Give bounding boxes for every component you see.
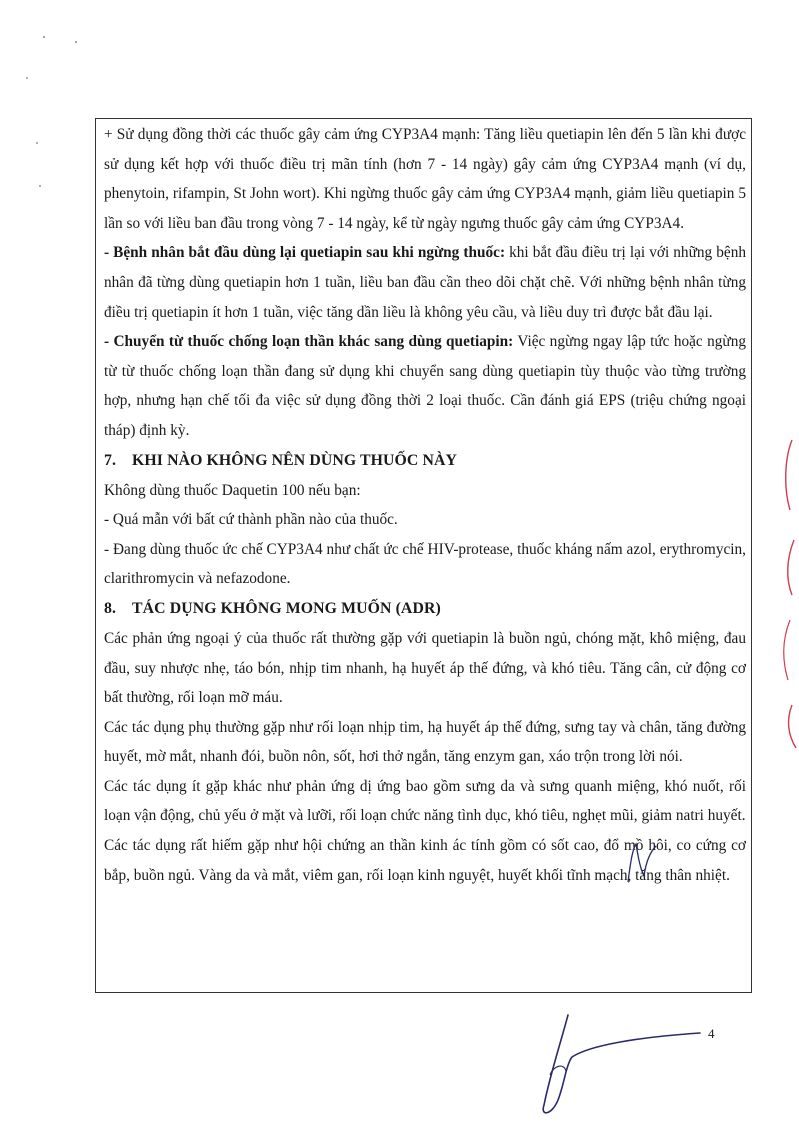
signature (520, 1005, 720, 1120)
adr-rare: Các tác dụng rất hiếm gặp như hội chứng an thần kinh ác tính gồm có sốt cao, đổ mồ hôi, co cứng cơ bắp, buồn ngủ. Vàng da và mắt, viêm gan, rối loạn kinh nguyệt, huyết khối tĩnh mạch, tăng thân nhiệt. (104, 837, 746, 884)
section-title: TÁC DỤNG KHÔNG MONG MUỐN (ADR) (132, 599, 441, 617)
paragraph-lead: - Chuyển từ thuốc chống loạn thần khác sang dùng quetiapin: (104, 333, 514, 351)
handwritten-initial (610, 832, 670, 892)
section-title: KHI NÀO KHÔNG NÊN DÙNG THUỐC NÀY (132, 451, 458, 469)
stamp-fragment (770, 430, 799, 760)
section-number: 7. (104, 451, 117, 469)
adr-common: Các tác dụng phụ thường gặp như rối loạn nhịp tim, hạ huyết áp thế đứng, sưng tay và chân, tăng đường huyết, mờ mắt, nhanh đói, buồn nôn, sốt, hơi thở ngắn, tăng enzym gan, xáo trộn trong lời nói. (104, 718, 746, 766)
section-7-heading (104, 446, 746, 476)
paragraph-cyp3a4-inducers: + Sử dụng đồng thời các thuốc gây cảm ứng CYP3A4 mạnh: Tăng liều quetiapin lên đến 5 lần khi được sử dụng kết hợp với thuốc điều trị mãn tính (hơn 7 - 14 ngày) gây cảm ứng CYP3A4 mạnh (ví dụ, phenytoin, rifampin, St John wort). Khi ngừng thuốc gây cảm ứng CYP3A4 mạnh, giảm liều quetiapin 5 lần so với liều ban đầu trong vòng 7 - 14 ngày, kể từ ngày ngưng thuốc gây cảm ứng CYP3A4. (104, 126, 746, 232)
contraindication-item: - Đang dùng thuốc ức chế CYP3A4 như chất ức chế HIV-protease, thuốc kháng nấm azol, erythromycin, clarithromycin và nefazodone. (104, 540, 746, 588)
contraindication-item: - Quá mẫn với bất cứ thành phần nào của thuốc. (104, 511, 398, 529)
section-8-heading (104, 594, 746, 624)
adr-very-common: Các phản ứng ngoại ý của thuốc rất thường gặp với quetiapin là buồn ngủ, chóng mặt, khô miệng, đau đầu, suy nhược nhẹ, táo bón, nhịp tim nhanh, hạ huyết áp thế đứng, và khó tiêu. Tăng cân, cử động cơ bất thường, rối loạn mỡ máu. (104, 629, 746, 707)
paragraph-restart-quetiapin: - Bệnh nhân bắt đầu dùng lại quetiapin sau khi ngừng thuốc: khi bắt đầu điều trị lại với những bệnh nhân đã từng dùng quetiapin hơn 1 tuần, liều ban đầu cần theo dõi chặt chẽ. Với những bệnh nhân từng điều trị quetiapin ít hơn 1 tuần, việc tăng dần liều là không yêu cầu, và liều duy trì được bắt đầu lại. (104, 244, 746, 321)
contraindication-intro: Không dùng thuốc Daquetin 100 nếu bạn: (104, 481, 361, 499)
adr-uncommon: Các tác dụng ít gặp khác như phản ứng dị ứng bao gồm sưng da và sưng quanh miệng, khó nuốt, rối loạn vận động, chủ yếu ở mặt và lưỡi, rối loạn chức năng tình dục, khó tiêu, nghẹt mũi, giảm natri huyết. (104, 777, 746, 825)
paragraph-lead: - Bệnh nhân bắt đầu dùng lại quetiapin sau khi ngừng thuốc: (104, 244, 506, 262)
paragraph-switch-antipsychotic: - Chuyển từ thuốc chống loạn thần khác sang dùng quetiapin: Việc ngừng ngay lập tức hoặc ngừng từ từ thuốc chống loạn thần đang sử dụng khi chuyển sang dùng quetiapin tùy thuộc vào từng trường hợp, nhưng hạn chế tối đa việc sử dụng đồng thời 2 loại thuốc. Cần đánh giá EPS (triệu chứng ngoại tháp) định kỳ. (104, 333, 746, 439)
document-body (104, 120, 746, 890)
section-number: 8. (104, 599, 117, 617)
page-number: 4 (708, 1026, 715, 1041)
